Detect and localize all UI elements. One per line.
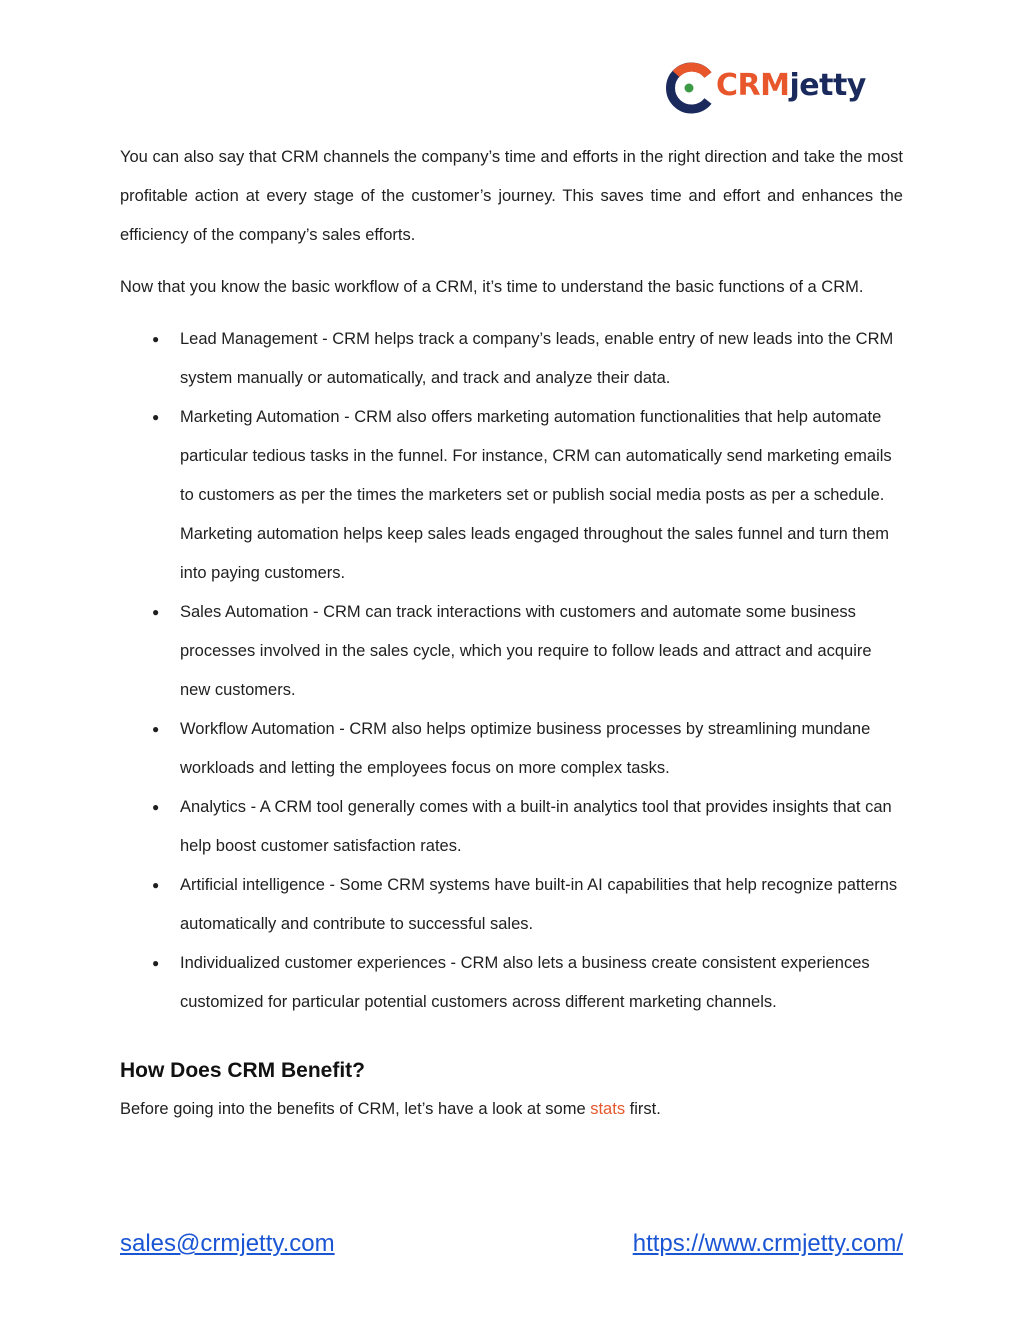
stats-paragraph [120,1097,903,1121]
list-item [120,398,903,593]
bullet-icon: ● [152,878,160,892]
list-item [120,944,903,1022]
list-item [120,788,903,866]
crmjetty-wordmark [716,64,866,108]
list-item [120,320,903,398]
list-item [120,593,903,710]
crmjetty-logo-mark-icon [664,60,716,116]
footer-email-link[interactable]: sales@crmjetty.com [120,1230,335,1257]
bullet-icon: ● [152,722,160,736]
list-item-text: Analytics - A CRM tool generally comes with a built-in analytics tool that provides insights that can help boost customer satisfaction rates. [180,798,892,855]
section-heading: How Does CRM Benefit? [120,1059,366,1082]
list-item-text: Sales Automation - CRM can track interactions with customers and automate some business processes involved in the sales cycle, which you require to follow leads and attract and acquire new customers. [180,603,872,699]
bullet-icon: ● [152,956,160,970]
workflow-paragraph: Now that you know the basic workflow of a CRM, it’s time to understand the basic functions of a CRM. [120,278,864,296]
list-item-text: Marketing Automation - CRM also offers marketing automation functionalities that help automate particular tedious tasks in the funnel. For instance, CRM can automatically send marketing emails to customers as per the times the marketers set or publish social media posts as per a schedule. Marketing automation helps keep sales leads engaged throughout the sales funnel and turn them into paying customers. [180,408,892,582]
list-item [120,710,903,788]
logo-crm-text: CRM [716,68,790,103]
crm-functions-list [120,320,903,1022]
crmjetty-logo [664,60,874,116]
intro-paragraph: You can also say that CRM channels the company’s time and efforts in the right direction and take the most profitable action at every stage of the customer’s journey. This saves time and effort and enhances the efficiency of the company’s sales efforts. [120,148,903,244]
document-body [120,138,903,1121]
list-item [120,866,903,944]
list-item-text: Workflow Automation - CRM also helps optimize business processes by streamlining mundane workloads and letting the employees focus on more complex tasks. [180,720,871,777]
stats-text-before: Before going into the benefits of CRM, let’s have a look at some [120,1100,591,1118]
stats-text-after: first. [625,1100,661,1118]
list-item-text: Artificial intelligence - Some CRM systems have built-in AI capabilities that help recognize patterns automatically and contribute to successful sales. [180,876,898,933]
bullet-icon: ● [152,800,160,814]
stats-link[interactable]: stats [590,1100,626,1118]
footer-website-link[interactable]: https://www.crmjetty.com/ [632,1230,903,1257]
list-item-text: Lead Management - CRM helps track a company’s leads, enable entry of new leads into the CRM system manually or automatically, and track and analyze their data. [180,330,894,387]
bullet-icon: ● [152,605,160,619]
list-item-text: Individualized customer experiences - CRM also lets a business create consistent experiences customized for particular potential customers across different marketing channels. [180,954,870,1011]
bullet-icon: ● [152,332,160,346]
bullet-icon: ● [152,410,160,424]
logo-jetty-text: jetty [789,68,866,103]
